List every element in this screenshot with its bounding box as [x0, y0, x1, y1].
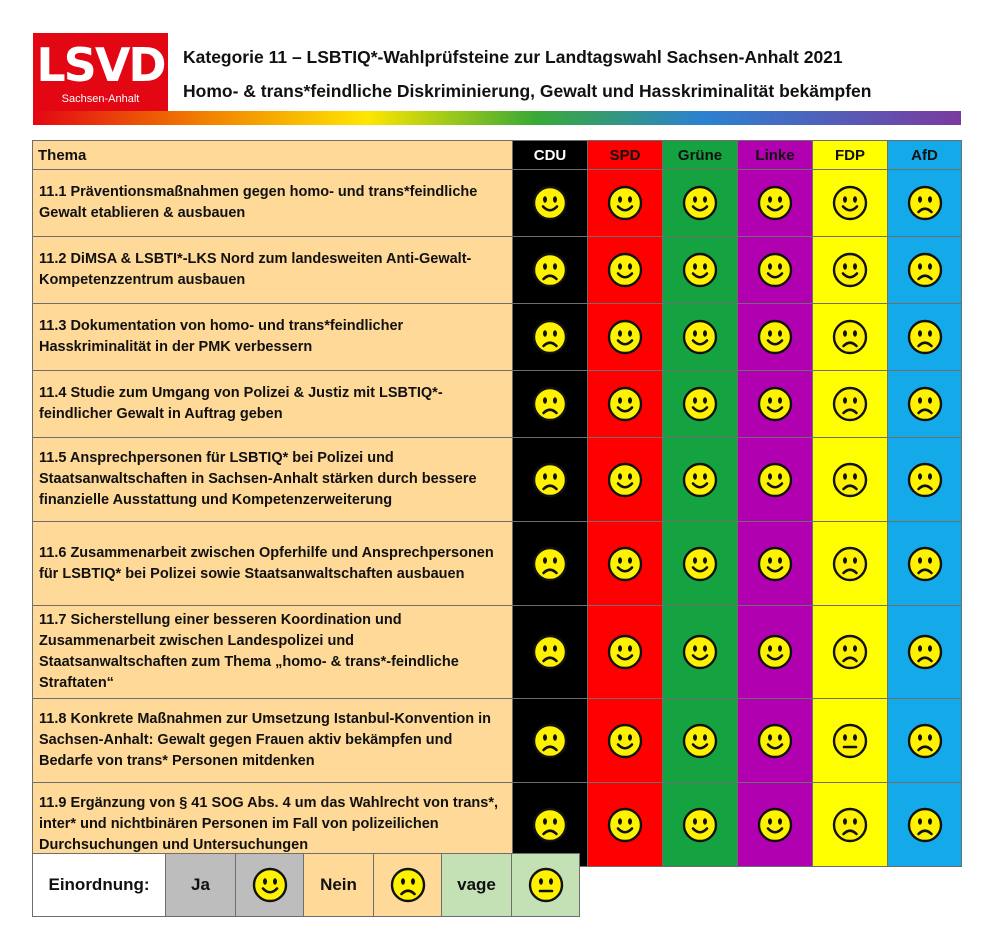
happy-face-icon [832, 252, 868, 288]
sad-face-icon [907, 807, 943, 843]
rating-cell-fdp [813, 304, 888, 371]
happy-face-icon [607, 634, 643, 670]
rating-cell-spd [588, 371, 663, 438]
table-row [33, 606, 962, 699]
rating-cell-fdp [813, 371, 888, 438]
rating-cell-fdp [813, 170, 888, 237]
sad-face-icon [832, 546, 868, 582]
happy-face-icon [607, 252, 643, 288]
rating-cell-fdp [813, 699, 888, 783]
happy-face-icon [682, 252, 718, 288]
legend-label: Einordnung: [33, 854, 166, 917]
sad-face-icon [907, 546, 943, 582]
rating-cell-spd [588, 699, 663, 783]
rating-cell-linke [738, 237, 813, 304]
rating-cell-fdp [813, 438, 888, 522]
rating-cell-gruene [663, 699, 738, 783]
table-row [33, 170, 962, 237]
rating-cell-linke [738, 304, 813, 371]
sad-face-icon [907, 252, 943, 288]
happy-face-icon [757, 723, 793, 759]
rating-cell-afd [888, 606, 962, 699]
legend-ja-face [236, 854, 304, 917]
happy-face-icon [757, 807, 793, 843]
sad-face-icon [832, 319, 868, 355]
thema-header: Thema [33, 141, 513, 170]
title-line-1: Kategorie 11 – LSBTIQ*-Wahlprüfsteine zur Landtagswahl Sachsen-Anhalt 2021 [183, 47, 843, 67]
topic-cell: 11.9 Ergänzung von § 41 SOG Abs. 4 um das Wahlrecht von trans*, inter* und nichtbinären Personen im Fall von polizeilichen Durchsuchungen und Untersuchungen [33, 783, 513, 867]
happy-face-icon [757, 252, 793, 288]
table-row [33, 371, 962, 438]
party-header-gruene: Grüne [663, 141, 738, 170]
topic-cell: 11.3 Dokumentation von homo- und trans*feindlicher Hasskriminalität in der PMK verbessern [33, 304, 513, 371]
table-row [33, 237, 962, 304]
sad-face-icon [907, 386, 943, 422]
sad-face-icon [532, 252, 568, 288]
rating-cell-linke [738, 371, 813, 438]
happy-face-icon [757, 462, 793, 498]
rating-cell-afd [888, 170, 962, 237]
rating-cell-cdu [513, 522, 588, 606]
topic-cell: 11.8 Konkrete Maßnahmen zur Umsetzung Istanbul-Konvention in Sachsen-Anhalt: Gewalt gegen Frauen aktiv bekämpfen und Bedarfe von trans* Personen mitdenken [33, 699, 513, 783]
happy-face-icon [607, 807, 643, 843]
sad-face-icon [832, 807, 868, 843]
sad-face-icon [907, 462, 943, 498]
table-header-row [33, 141, 962, 170]
rating-cell-spd [588, 237, 663, 304]
happy-face-icon [682, 462, 718, 498]
rating-cell-spd [588, 522, 663, 606]
happy-face-icon [607, 185, 643, 221]
party-header-fdp: FDP [813, 141, 888, 170]
sad-face-icon [832, 386, 868, 422]
rating-cell-afd [888, 237, 962, 304]
rating-cell-fdp [813, 783, 888, 867]
sad-face-icon [532, 634, 568, 670]
sad-face-icon [532, 319, 568, 355]
sad-face-icon [832, 634, 868, 670]
rating-cell-gruene [663, 783, 738, 867]
happy-face-icon [252, 867, 288, 903]
table-row [33, 522, 962, 606]
party-header-afd: AfD [888, 141, 962, 170]
rating-cell-gruene [663, 438, 738, 522]
happy-face-icon [682, 723, 718, 759]
rating-cell-afd [888, 699, 962, 783]
sad-face-icon [390, 867, 426, 903]
happy-face-icon [757, 634, 793, 670]
rating-cell-gruene [663, 522, 738, 606]
rating-cell-linke [738, 522, 813, 606]
happy-face-icon [607, 386, 643, 422]
happy-face-icon [757, 319, 793, 355]
topic-cell: 11.5 Ansprechpersonen für LSBTIQ* bei Polizei und Staatsanwaltschaften in Sachsen-Anhalt stärken durch bessere finanzielle Ausstattung und Kompetenzerweiterung [33, 438, 513, 522]
legend-nein-label: Nein [304, 854, 374, 917]
rating-cell-afd [888, 304, 962, 371]
happy-face-icon [682, 807, 718, 843]
rating-cell-afd [888, 783, 962, 867]
rating-cell-linke [738, 170, 813, 237]
rating-cell-spd [588, 438, 663, 522]
sad-face-icon [532, 723, 568, 759]
rating-cell-cdu [513, 170, 588, 237]
rating-cell-linke [738, 783, 813, 867]
happy-face-icon [682, 386, 718, 422]
happy-face-icon [682, 185, 718, 221]
happy-face-icon [757, 546, 793, 582]
sad-face-icon [532, 546, 568, 582]
table-row [33, 304, 962, 371]
sad-face-icon [907, 723, 943, 759]
topic-cell: 11.1 Präventionsmaßnahmen gegen homo- und trans*feindliche Gewalt etablieren & ausbauen [33, 170, 513, 237]
party-header-linke: Linke [738, 141, 813, 170]
party-header-spd: SPD [588, 141, 663, 170]
rating-cell-gruene [663, 371, 738, 438]
rating-cell-cdu [513, 304, 588, 371]
table-row [33, 699, 962, 783]
rating-cell-gruene [663, 606, 738, 699]
happy-face-icon [682, 546, 718, 582]
rating-cell-fdp [813, 237, 888, 304]
happy-face-icon [607, 546, 643, 582]
title-line-2: Homo- & trans*feindliche Diskriminierung, Gewalt und Hasskriminalität bekämpfen [183, 81, 872, 101]
sad-face-icon [532, 807, 568, 843]
rating-cell-linke [738, 699, 813, 783]
rainbow-divider [33, 111, 961, 125]
table-row [33, 438, 962, 522]
rating-cell-spd [588, 170, 663, 237]
neutral-face-icon [528, 867, 564, 903]
sad-face-icon [532, 462, 568, 498]
rating-table [32, 140, 962, 867]
legend-ja-label: Ja [166, 854, 236, 917]
logo-wordmark: LSVD [36, 38, 165, 92]
rating-cell-linke [738, 606, 813, 699]
happy-face-icon [832, 185, 868, 221]
topic-cell: 11.6 Zusammenarbeit zwischen Opferhilfe und Ansprechpersonen für LSBTIQ* bei Polizei sowie Staatsanwaltschaften ausbauen [33, 522, 513, 606]
rating-cell-fdp [813, 522, 888, 606]
legend-vage-label: vage [442, 854, 512, 917]
happy-face-icon [757, 185, 793, 221]
rating-cell-linke [738, 438, 813, 522]
lsvd-logo [33, 33, 168, 111]
rating-cell-gruene [663, 170, 738, 237]
rating-cell-spd [588, 606, 663, 699]
rating-cell-afd [888, 371, 962, 438]
rating-cell-cdu [513, 371, 588, 438]
rating-cell-cdu [513, 606, 588, 699]
sad-face-icon [907, 319, 943, 355]
rating-cell-spd [588, 304, 663, 371]
rating-cell-cdu [513, 237, 588, 304]
rating-cell-afd [888, 522, 962, 606]
rating-cell-gruene [663, 304, 738, 371]
rating-cell-gruene [663, 237, 738, 304]
sad-face-icon [907, 634, 943, 670]
happy-face-icon [607, 319, 643, 355]
topic-cell: 11.7 Sicherstellung einer besseren Koordination und Zusammenarbeit zwischen Landespolizei und Staatsanwaltschaften zum Thema „homo- & trans*-feindliche Straftaten“ [33, 606, 513, 699]
legend-vage-face [512, 854, 580, 917]
sad-face-icon [532, 386, 568, 422]
happy-face-icon [607, 723, 643, 759]
happy-face-icon [682, 319, 718, 355]
happy-face-icon [682, 634, 718, 670]
happy-face-icon [757, 386, 793, 422]
rating-cell-fdp [813, 606, 888, 699]
topic-cell: 11.4 Studie zum Umgang von Polizei & Justiz mit LSBTIQ*-feindlicher Gewalt in Auftrag geben [33, 371, 513, 438]
sad-face-icon [832, 462, 868, 498]
legend [32, 853, 580, 917]
rating-cell-cdu [513, 699, 588, 783]
rating-cell-cdu [513, 438, 588, 522]
neutral-face-icon [832, 723, 868, 759]
happy-face-icon [532, 185, 568, 221]
topic-cell: 11.2 DiMSA & LSBTI*-LKS Nord zum landesweiten Anti-Gewalt-Kompetenzzentrum ausbauen [33, 237, 513, 304]
rating-cell-afd [888, 438, 962, 522]
rating-cell-spd [588, 783, 663, 867]
happy-face-icon [607, 462, 643, 498]
party-header-cdu: CDU [513, 141, 588, 170]
legend-nein-face [374, 854, 442, 917]
page-title [183, 40, 871, 108]
logo-subtitle: Sachsen-Anhalt [61, 93, 140, 105]
sad-face-icon [907, 185, 943, 221]
